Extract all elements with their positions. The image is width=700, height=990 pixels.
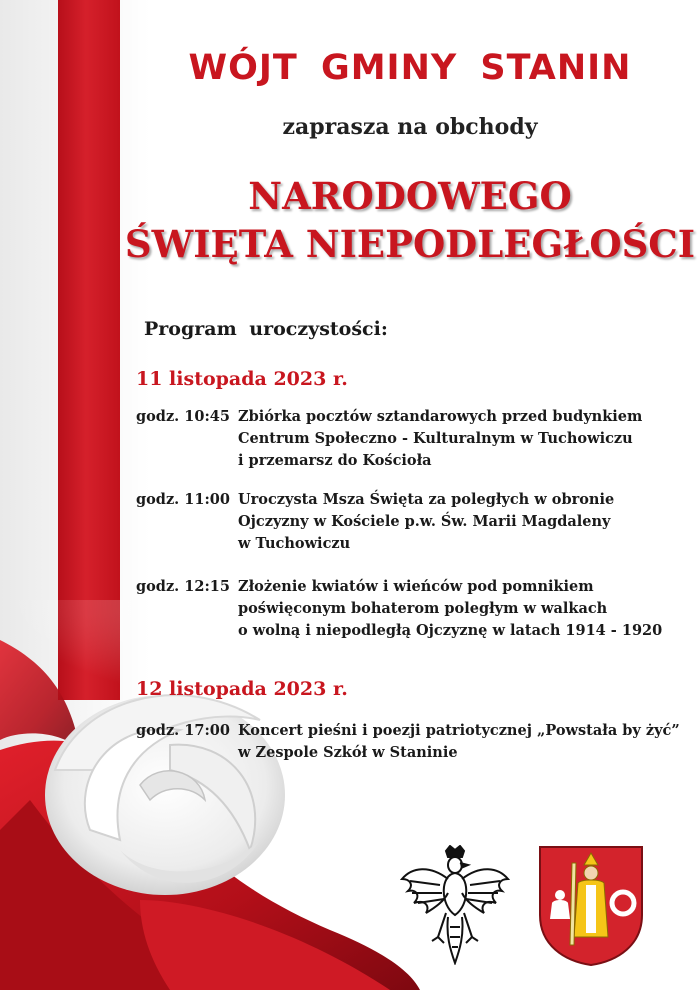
event-description-line: Ojczyzny w Kościele p.w. Św. Marii Magdaleny [238, 513, 611, 530]
stanin-coat-of-arms-icon [538, 845, 644, 967]
event-description-line: Złożenie kwiatów i wieńców pod pomnikiem [238, 578, 594, 595]
event-description-line: o wolną i niepodległą Ojczyznę w latach 1914 - 1920 [238, 622, 663, 639]
event-time: godz. 11:00 [136, 491, 230, 508]
event-description-line: i przemarsz do Kościoła [238, 452, 432, 469]
event-time: godz. 12:15 [136, 578, 230, 595]
event-description-line: w Zespole Szkół w Staninie [238, 744, 458, 761]
program-label: Program uroczystości: [144, 318, 388, 340]
event-description-line: Uroczysta Msza Święta za poległych w obronie [238, 491, 615, 508]
invitation-subtitle: zaprasza na obchody [282, 114, 538, 140]
event-time: godz. 10:45 [136, 408, 230, 425]
event-description-line: Zbiórka pocztów sztandarowych przed budynkiem [238, 408, 643, 425]
event-description-line: poświęconym bohaterom poległym w walkach [238, 600, 608, 617]
rose-image [0, 600, 420, 990]
red-ribbon-stripe [58, 0, 120, 700]
polish-eagle-emblem-icon [400, 845, 510, 965]
program-date-day2: 12 listopada 2023 r. [136, 678, 348, 700]
event-description-line: w Tuchowiczu [238, 535, 351, 552]
holiday-heading-line2: ŚWIĘTA NIEPODLEGŁOŚCI [124, 222, 696, 266]
holiday-heading-line1: NARODOWEGO [248, 174, 572, 218]
mayor-title: WÓJT GMINY STANIN [188, 48, 632, 88]
program-date-day1: 11 listopada 2023 r. [136, 368, 348, 390]
event-time: godz. 17:00 [136, 722, 230, 739]
event-description-line: Centrum Społeczno - Kulturalnym w Tuchowiczu [238, 430, 633, 447]
event-description-line: Koncert pieśni i poezji patriotycznej „Powstała by żyć” [238, 722, 680, 739]
